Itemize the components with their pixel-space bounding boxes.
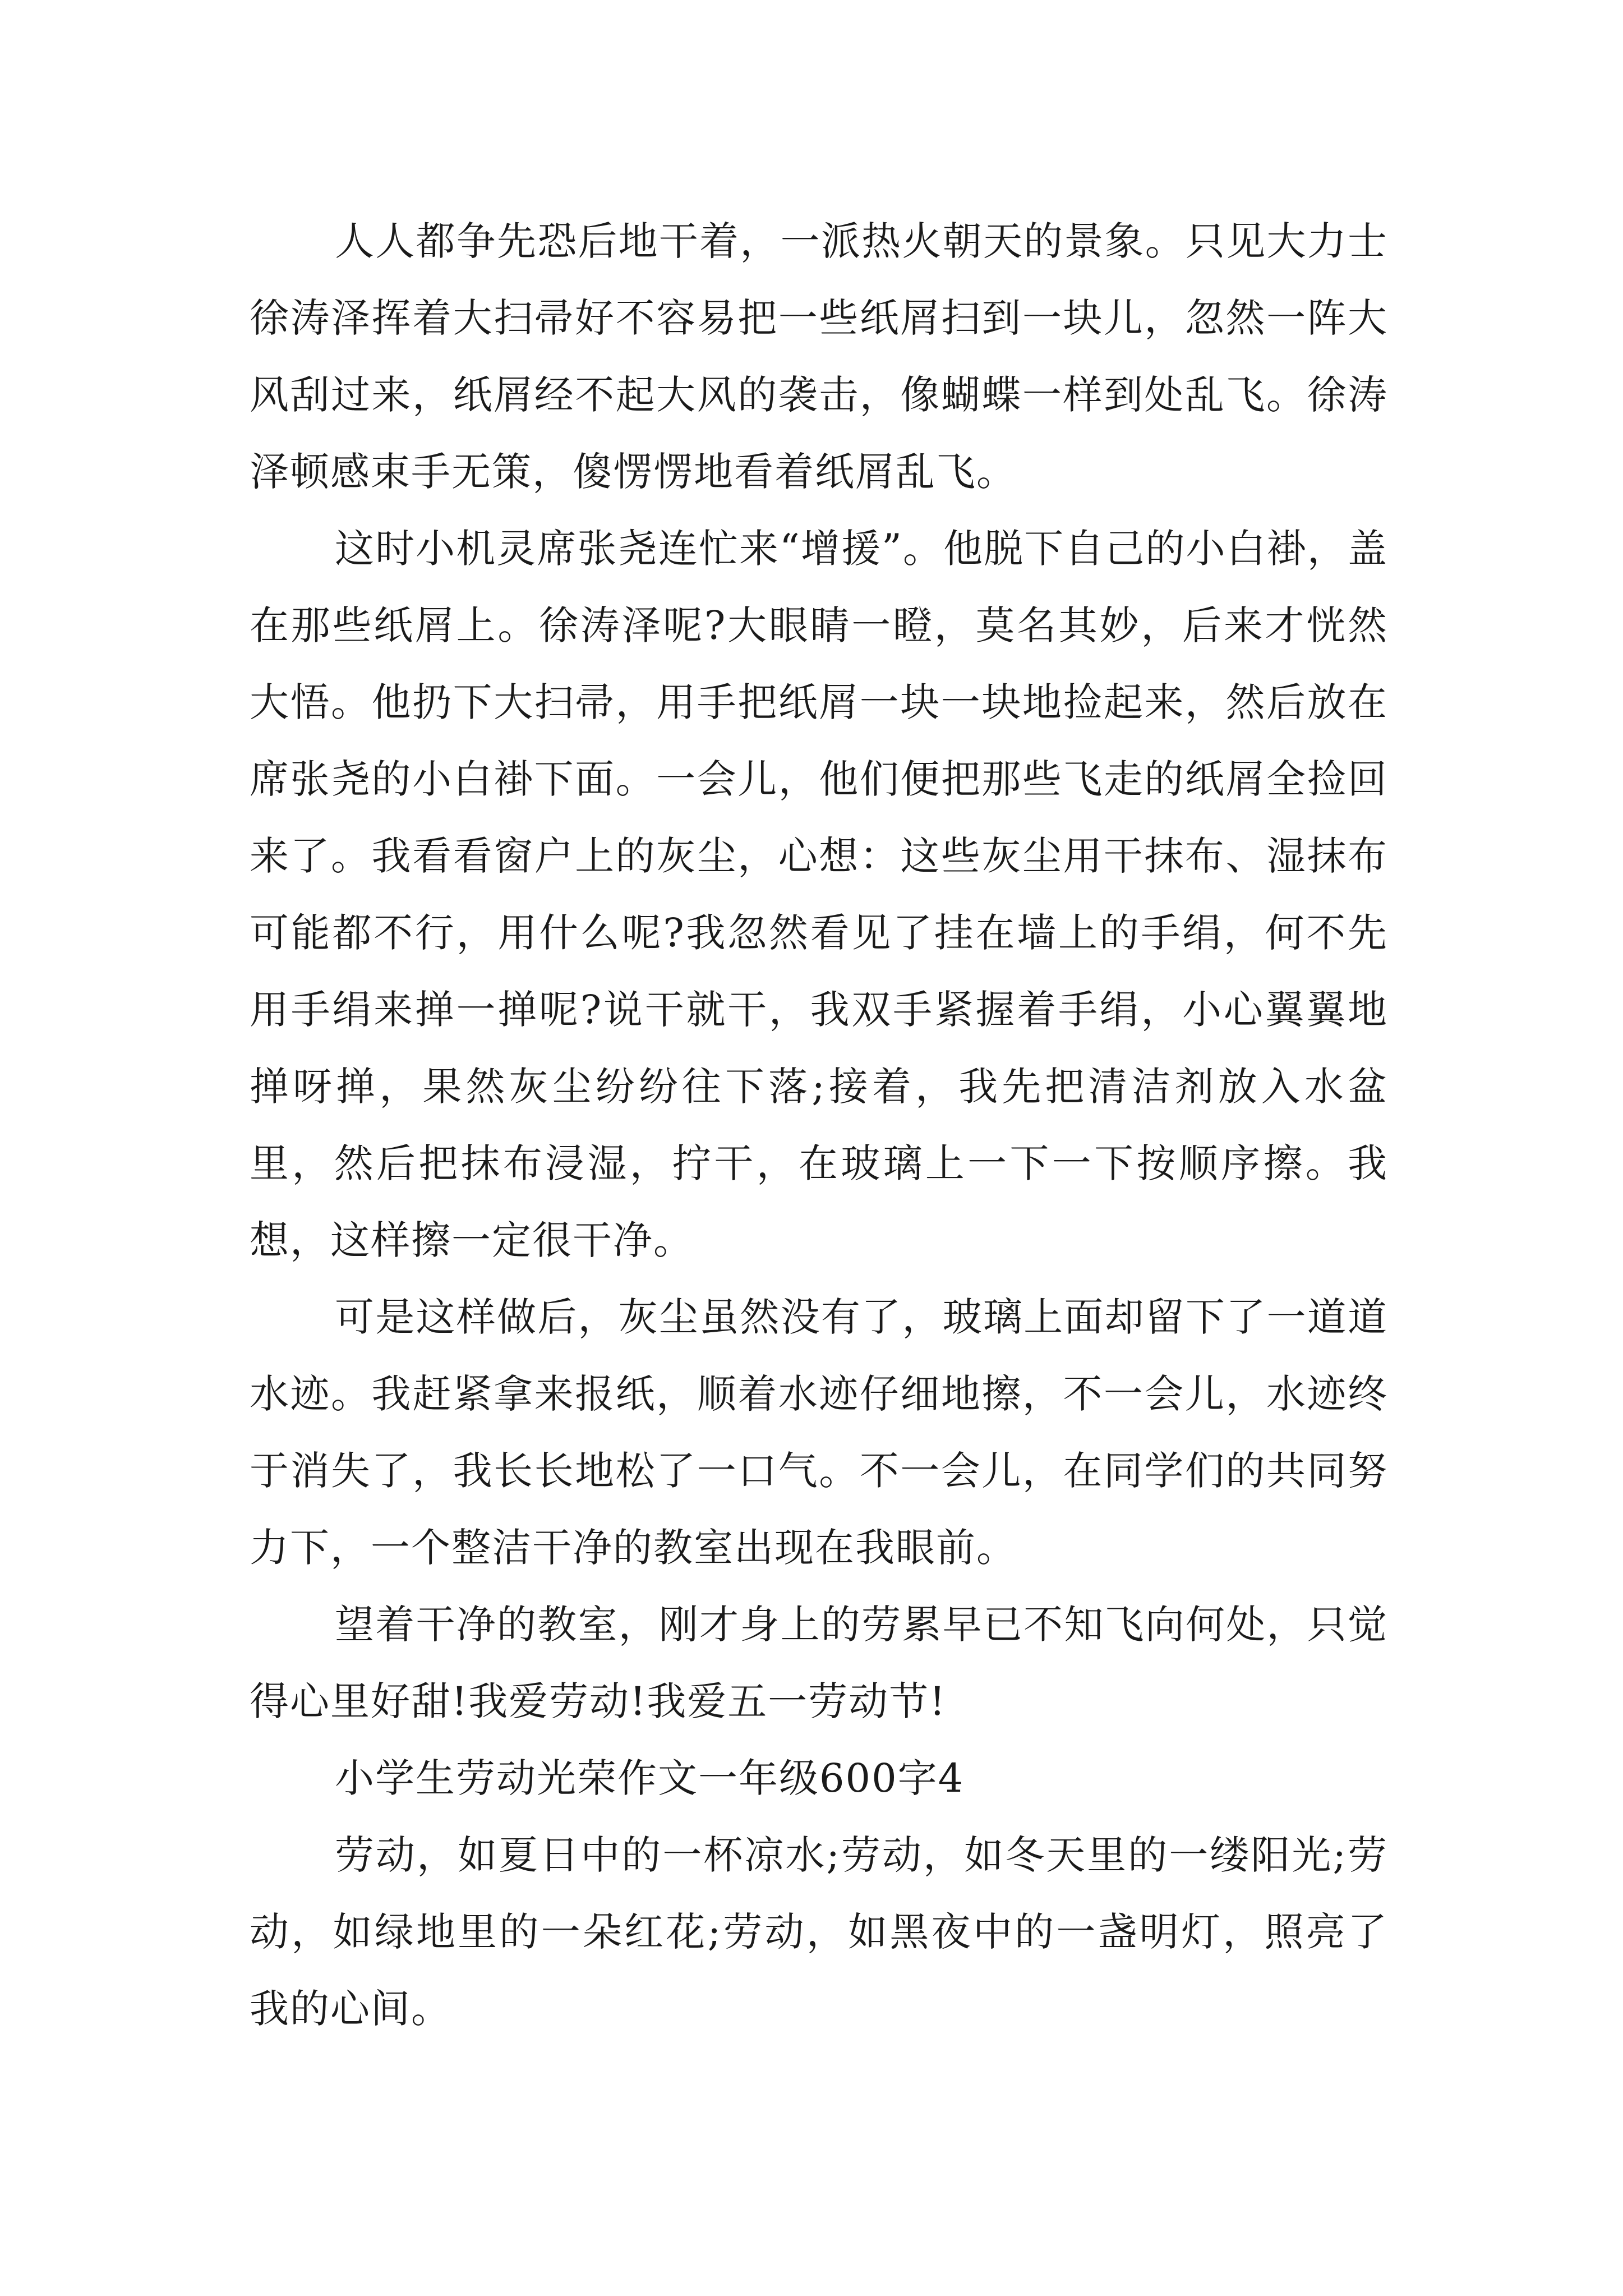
paragraph: 人人都争先恐后地干着，一派热火朝天的景象。只见大力士徐涛泽挥着大扫帚好不容易把一些纸屑扫到一块儿，忽然一阵大风刮过来，纸屑经不起大风的袭击，像蝴蝶一样到处乱飞。徐涛泽顿感束手无策，傻愣愣地看着纸屑乱飞。 [250, 218, 1388, 495]
paragraph: 可是这样做后，灰尘虽然没有了，玻璃上面却留下了一道道水迹。我赶紧拿来报纸，顺着水迹仔细地擦，不一会儿，水迹终于消失了，我长长地松了一口气。不一会儿，在同学们的共同努力下，一个整洁干净的教室出现在我眼前。 [250, 1294, 1388, 1571]
paragraph: 望着干净的教室，刚才身上的劳累早已不知飞向何处，只觉得心里好甜!我爱劳动!我爱五一劳动节! [250, 1602, 1388, 1724]
article-body [250, 203, 1388, 2047]
paragraph: 劳动，如夏日中的一杯凉水;劳动，如冬天里的一缕阳光;劳动，如绿地里的一朵红花;劳动，如黑夜中的一盏明灯，照亮了我的心间。 [250, 1832, 1388, 2032]
paragraph: 这时小机灵席张尧连忙来“增援”。他脱下自己的小白褂，盖在那些纸屑上。徐涛泽呢?大眼睛一瞪，莫名其妙，后来才恍然大悟。他扔下大扫帚，用手把纸屑一块一块地捡起来，然后放在席张尧的小白褂下面。一会儿，他们便把那些飞走的纸屑全捡回来了。我看看窗户上的灰尘，心想：这些灰尘用干抹布、湿抹布可能都不行，用什么呢?我忽然看见了挂在墙上的手绢，何不先用手绢来掸一掸呢?说干就干，我双手紧握着手绢，小心翼翼地掸呀掸，果然灰尘纷纷往下落;接着，我先把清洁剂放入水盆里，然后把抹布浸湿，拧干，在玻璃上一下一下按顺序擦。我想，这样擦一定很干净。 [250, 526, 1388, 1263]
section-title: 小学生劳动光荣作文一年级600字4 [335, 1755, 965, 1801]
